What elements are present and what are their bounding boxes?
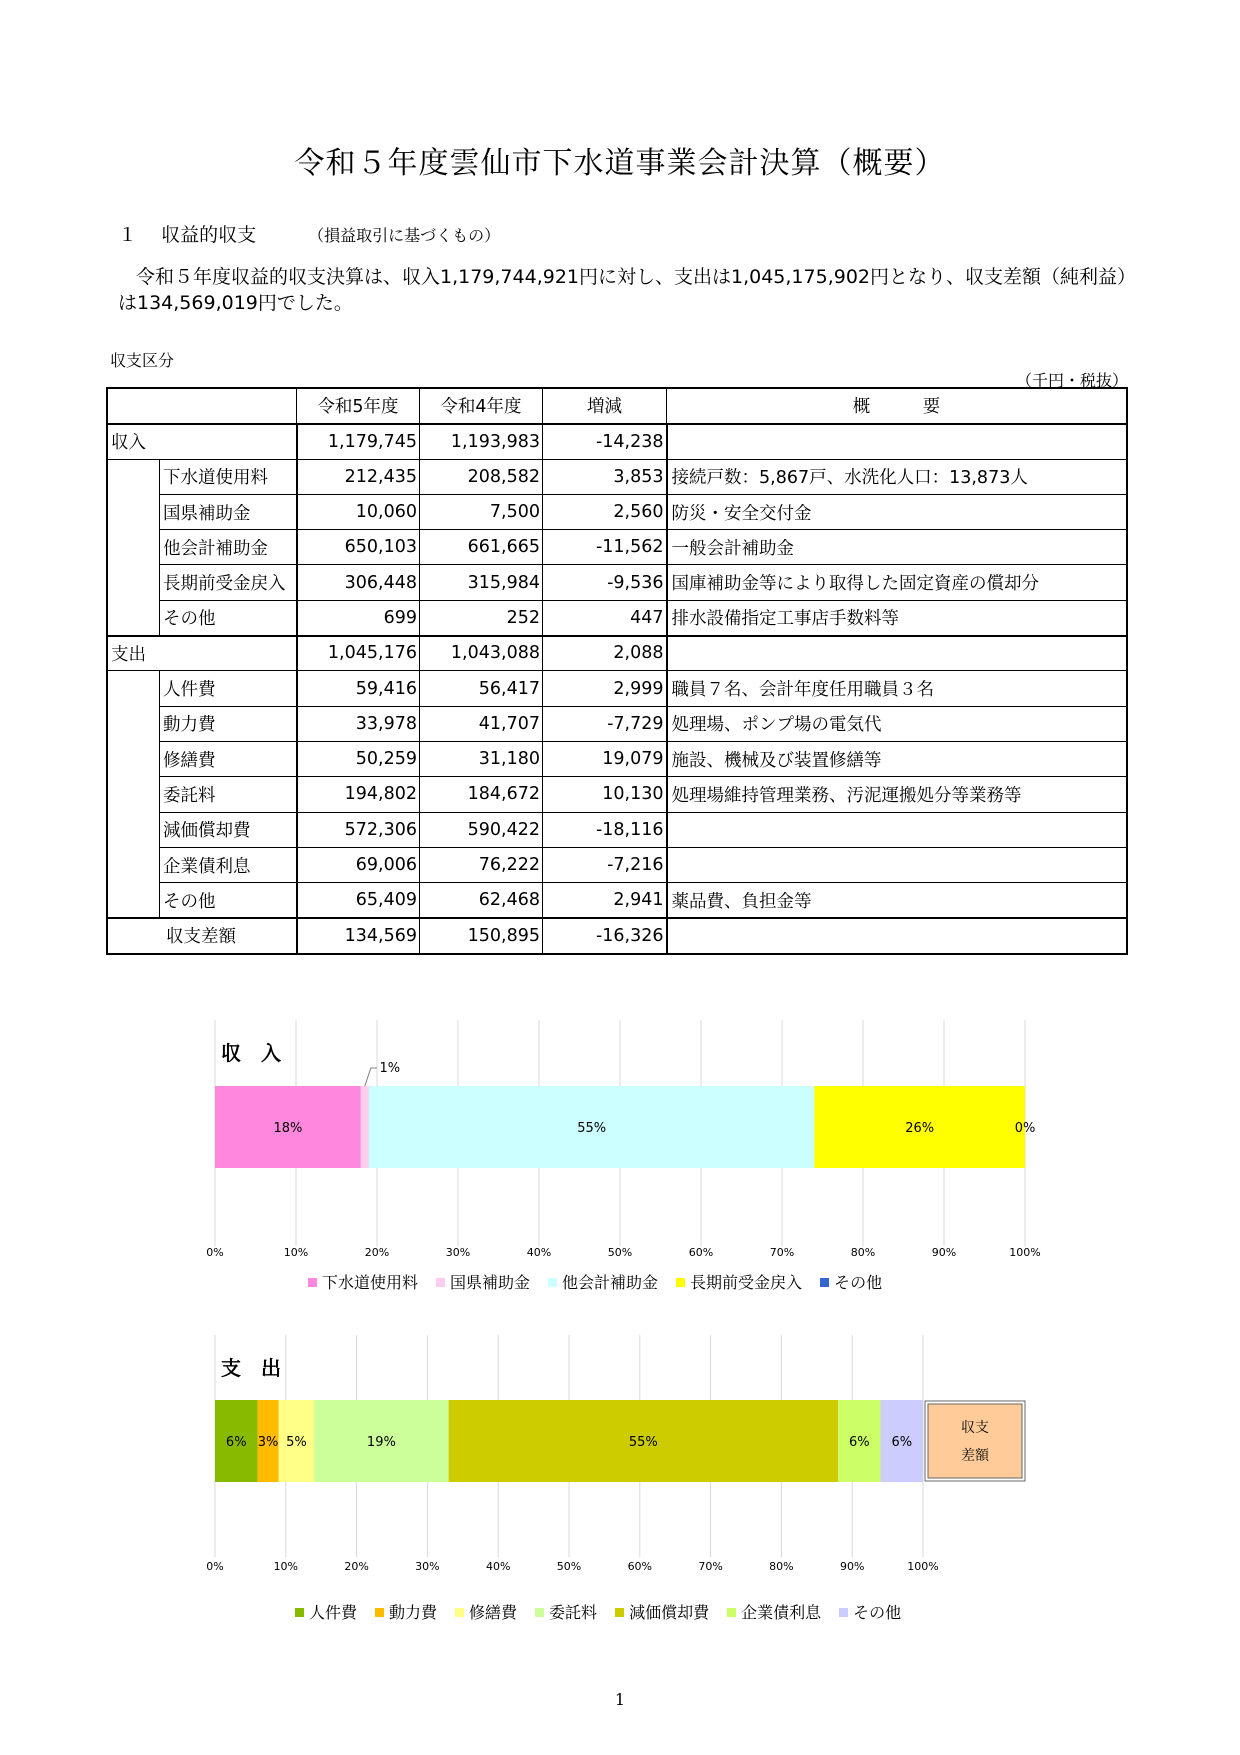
data-label: 55% [577,1121,607,1136]
x-tick-label: 100% [1009,1246,1041,1259]
row-diff: -7,729 [543,706,667,741]
row-label: 委託料 [160,777,297,812]
row-diff: 10,130 [543,777,667,812]
row-note: 排水設備指定工事店手数料等 [667,600,1127,635]
row-r4: 41,707 [420,706,543,741]
expense-total-r4: 1,043,088 [420,636,543,671]
income-total-diff: -14,238 [543,424,667,459]
expense-chart-svg [206,1325,1040,1605]
header-summary: 概 要 [667,389,1127,424]
x-tick-label: 40% [485,1560,511,1573]
row-r5: 59,416 [297,671,420,706]
table-row [108,600,1127,635]
income-chart-svg [206,1010,1041,1300]
income-indent [108,494,160,529]
row-r5: 194,802 [297,777,420,812]
row-r4: 208,582 [420,459,543,494]
legend-label: 国県補助金 [450,1273,531,1292]
row-diff: 19,079 [543,741,667,776]
income-total-note [667,424,1127,459]
legend-item [820,1273,882,1292]
legend-item [839,1603,901,1622]
x-tick-label: 60% [688,1246,714,1259]
legend-item [535,1603,597,1622]
balance-r5: 134,569 [297,918,420,953]
expense-label: 支出 [108,636,297,671]
table-row [108,741,1127,776]
row-r5: 10,060 [297,494,420,529]
row-note: 接続戸数：5,867戸、水洗化人口：13,873人 [667,459,1127,494]
legend-item [436,1273,530,1292]
row-r5: 572,306 [297,812,420,847]
legend-label: 動力費 [389,1603,438,1622]
balance-box-label: 収支 [961,1420,989,1436]
x-tick-label: 0% [206,1560,224,1573]
section-number: １ [118,224,138,246]
x-tick-label: 40% [526,1246,552,1259]
income-indent [108,600,160,635]
balance-row [108,918,1127,953]
row-label: 動力費 [160,706,297,741]
row-diff: 3,853 [543,459,667,494]
x-tick-label: 80% [769,1560,794,1573]
finance-table [107,388,1127,954]
x-tick-label: 90% [839,1560,865,1573]
row-diff: 447 [543,600,667,635]
row-label: 企業債利息 [160,847,297,882]
data-label: 1% [379,1061,401,1076]
row-label: 長期前受金戻入 [160,565,297,600]
row-diff: -11,562 [543,530,667,565]
income-chart [206,1010,1041,1300]
table-row [108,671,1127,706]
row-note [667,847,1127,882]
x-tick-label: 50% [607,1246,633,1259]
legend-item [615,1603,709,1622]
row-label: その他 [160,600,297,635]
income-total-row [108,424,1127,459]
row-r5: 69,006 [297,847,420,882]
table-row [108,812,1127,847]
income-total-r5: 1,179,745 [297,424,420,459]
row-diff: 2,560 [543,494,667,529]
income-label: 収入 [108,424,297,459]
table-row [108,883,1127,918]
row-diff: 2,999 [543,671,667,706]
expense-indent [108,671,160,706]
legend-label: 人件費 [309,1603,358,1622]
legend-label: 下水道使用料 [322,1273,419,1292]
x-tick-label: 80% [850,1246,876,1259]
x-tick-label: 50% [556,1560,582,1573]
chart-title: 支 出 [221,1356,281,1380]
legend-label: 長期前受金戻入 [690,1273,803,1292]
row-r5: 33,978 [297,706,420,741]
expense-total-diff: 2,088 [543,636,667,671]
legend-swatch [615,1608,624,1617]
data-label: 55% [628,1435,658,1450]
table-row [108,706,1127,741]
x-tick-label: 20% [344,1560,369,1573]
legend-swatch [839,1608,848,1617]
table-row [108,847,1127,882]
data-label: 6% [891,1435,913,1450]
row-r5: 650,103 [297,530,420,565]
legend-swatch [535,1608,544,1617]
data-label: 18% [273,1121,303,1136]
legend-item [308,1273,418,1292]
x-tick-label: 90% [931,1246,957,1259]
legend-swatch [548,1278,557,1287]
row-note: 防災・安全交付金 [667,494,1127,529]
row-r4: 590,422 [420,812,543,847]
label-leader-line [365,1068,377,1086]
row-label: その他 [160,883,297,918]
intro-paragraph: 令和５年度収益的収支決算は、収入1,179,744,921円に対し、支出は1,045,175,902円となり、収支差額（純利益）は134,569,019円でした。 [118,266,1127,314]
legend-swatch [295,1608,304,1617]
bar-segment [361,1086,369,1168]
section-note: （損益取引に基づくもの） [308,226,501,245]
row-label: 他会計補助金 [160,530,297,565]
table-row [108,459,1127,494]
data-label: 0% [1014,1121,1036,1136]
expense-indent [108,777,160,812]
legend-label: 修繕費 [469,1603,518,1622]
legend-label: 委託料 [549,1603,598,1622]
balance-box [928,1404,1022,1478]
section-heading [118,220,500,247]
expense-indent [108,847,160,882]
legend-item [727,1603,821,1622]
table-row [108,565,1127,600]
row-diff: -7,216 [543,847,667,882]
x-tick-label: 30% [415,1560,440,1573]
legend-label: その他 [834,1273,883,1292]
x-tick-label: 70% [698,1560,723,1573]
data-label: 6% [848,1435,870,1450]
row-diff: -18,116 [543,812,667,847]
row-label: 修繕費 [160,741,297,776]
row-note: 施設、機械及び装置修繕等 [667,741,1127,776]
x-tick-label: 100% [907,1560,939,1573]
page-title: 令和５年度雲仙市下水道事業会計決算（概要） [294,146,946,181]
x-tick-label: 60% [627,1560,653,1573]
x-tick-label: 0% [206,1246,224,1259]
row-r4: 31,180 [420,741,543,776]
legend-swatch [676,1278,685,1287]
row-note: 国庫補助金等により取得した固定資産の償却分 [667,565,1127,600]
data-label: 19% [366,1435,396,1450]
table-row [108,494,1127,529]
expense-total-r5: 1,045,176 [297,636,420,671]
legend-label: 企業債利息 [741,1603,822,1622]
row-r5: 212,435 [297,459,420,494]
income-legend [308,1270,900,1293]
balance-label: 収支差額 [108,918,297,953]
row-label: 人件費 [160,671,297,706]
legend-label: その他 [853,1603,902,1622]
row-r4: 315,984 [420,565,543,600]
income-indent [108,459,160,494]
legend-swatch [436,1278,445,1287]
legend-swatch [820,1278,829,1287]
balance-note [667,918,1127,953]
row-r4: 184,672 [420,777,543,812]
legend-swatch [308,1278,317,1287]
x-tick-label: 20% [364,1246,390,1259]
row-note: 処理場、ポンプ場の電気代 [667,706,1127,741]
expense-chart [206,1325,1040,1605]
chart-title: 収 入 [221,1041,281,1065]
table-row [108,530,1127,565]
header-fy2022: 令和4年度 [420,389,543,424]
row-r4: 661,665 [420,530,543,565]
legend-label: 他会計補助金 [562,1273,659,1292]
expense-indent [108,883,160,918]
table-header-row [108,389,1127,424]
expense-legend [295,1600,919,1623]
header-fy2023: 令和5年度 [297,389,420,424]
income-indent [108,530,160,565]
row-r5: 306,448 [297,565,420,600]
expense-indent [108,706,160,741]
row-note: 薬品費、負担金等 [667,883,1127,918]
row-label: 国県補助金 [160,494,297,529]
header-blank [108,389,297,424]
row-label: 下水道使用料 [160,459,297,494]
row-r4: 62,468 [420,883,543,918]
legend-item [548,1273,658,1292]
row-r5: 50,259 [297,741,420,776]
row-r4: 76,222 [420,847,543,882]
legend-swatch [727,1608,736,1617]
row-diff: 2,941 [543,883,667,918]
data-label: 5% [286,1435,307,1450]
legend-label: 減価償却費 [629,1603,710,1622]
row-note: 職員７名、会計年度任用職員３名 [667,671,1127,706]
legend-item [375,1603,437,1622]
x-tick-label: 70% [769,1246,795,1259]
table-row [108,777,1127,812]
row-diff: -9,536 [543,565,667,600]
row-note [667,812,1127,847]
legend-item [676,1273,802,1292]
data-label: 3% [257,1435,279,1450]
x-tick-label: 10% [273,1560,299,1573]
expense-total-row [108,636,1127,671]
header-change: 増減 [543,389,667,424]
balance-box-label: 差額 [961,1448,989,1464]
table-caption: 収支区分 [110,351,175,370]
expense-total-note [667,636,1127,671]
page-number: 1 [614,1690,626,1709]
income-total-r4: 1,193,983 [420,424,543,459]
legend-swatch [455,1608,464,1617]
income-indent [108,565,160,600]
row-label: 減価償却費 [160,812,297,847]
row-note: 処理場維持管理業務、汚泥運搬処分等業務等 [667,777,1127,812]
row-r5: 65,409 [297,883,420,918]
x-tick-label: 30% [445,1246,471,1259]
row-r4: 56,417 [420,671,543,706]
x-tick-label: 10% [283,1246,309,1259]
expense-indent [108,741,160,776]
expense-indent [108,812,160,847]
row-r4: 7,500 [420,494,543,529]
data-label: 26% [905,1121,935,1136]
legend-swatch [375,1608,384,1617]
row-r4: 252 [420,600,543,635]
row-r5: 699 [297,600,420,635]
section-label: 収益的収支 [161,224,257,246]
unit-note: （千円・税抜） [1015,371,1128,390]
legend-item [455,1603,517,1622]
data-label: 6% [225,1435,247,1450]
balance-r4: 150,895 [420,918,543,953]
balance-diff: -16,326 [543,918,667,953]
legend-item [295,1603,357,1622]
row-note: 一般会計補助金 [667,530,1127,565]
